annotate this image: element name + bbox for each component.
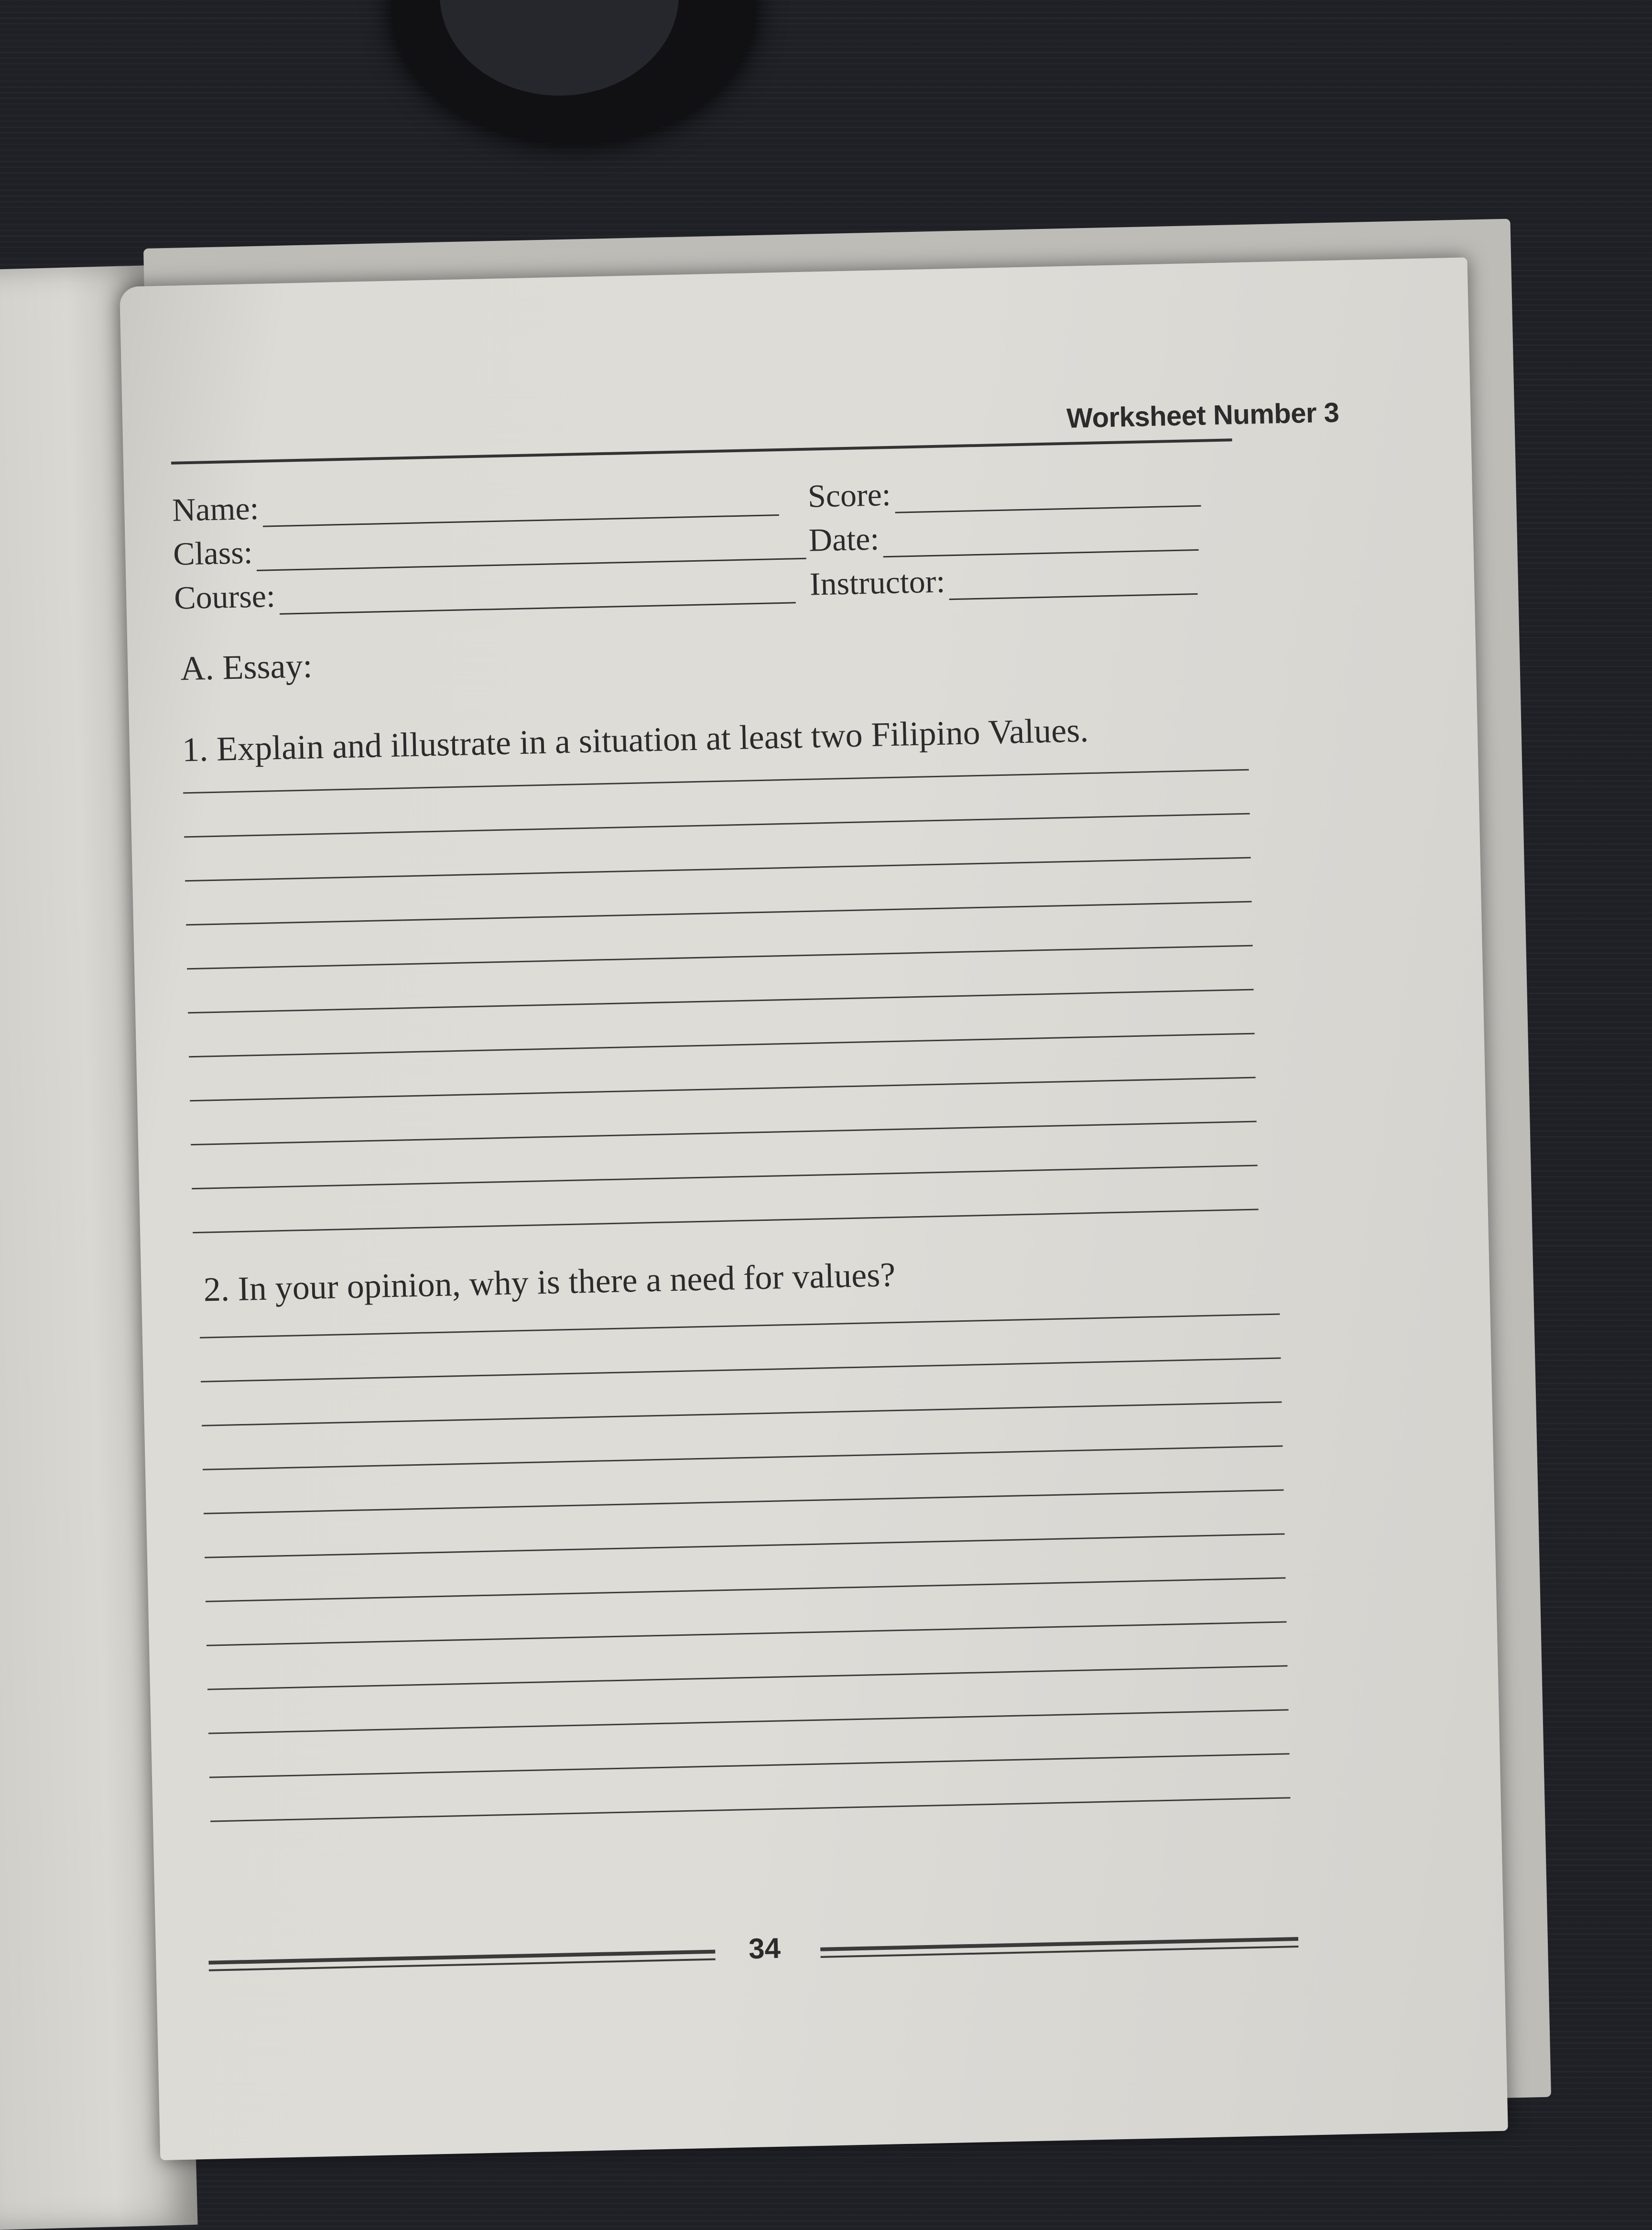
answer-line[interactable] xyxy=(184,813,1250,838)
score-field[interactable] xyxy=(807,469,1201,515)
answer-line[interactable] xyxy=(188,989,1254,1014)
class-label: Class: xyxy=(173,534,253,572)
date-line[interactable] xyxy=(883,522,1199,557)
answer-line[interactable] xyxy=(204,1489,1284,1514)
section-heading: A. Essay: xyxy=(180,646,313,688)
answer-line[interactable] xyxy=(187,945,1253,970)
answer-line[interactable] xyxy=(210,1797,1291,1822)
question-2: 2. In your opinion, why is there a need for values? xyxy=(203,1255,896,1309)
footer-ornament-right xyxy=(820,1937,1298,1962)
class-line[interactable] xyxy=(256,530,806,571)
course-label: Course: xyxy=(174,577,276,616)
answer-line[interactable] xyxy=(200,1314,1280,1338)
date-label: Date: xyxy=(808,520,880,558)
name-field[interactable] xyxy=(172,478,779,529)
answer-line[interactable] xyxy=(193,1208,1259,1233)
answer-line[interactable] xyxy=(202,1402,1282,1426)
course-line[interactable] xyxy=(279,574,795,615)
instructor-label: Instructor: xyxy=(809,563,946,602)
name-label: Name: xyxy=(172,490,260,528)
answer-line[interactable] xyxy=(201,1358,1281,1382)
answer-line[interactable] xyxy=(189,1033,1255,1058)
title-rule xyxy=(171,438,1232,464)
answer-line[interactable] xyxy=(206,1577,1286,1602)
course-field[interactable] xyxy=(174,566,795,617)
instructor-line[interactable] xyxy=(949,566,1198,600)
answer-line[interactable] xyxy=(192,1165,1258,1190)
instructor-field[interactable] xyxy=(809,557,1198,603)
page-number: 34 xyxy=(748,1932,781,1965)
answer-line[interactable] xyxy=(186,901,1252,926)
answer-line[interactable] xyxy=(183,769,1249,794)
answer-line[interactable] xyxy=(205,1533,1285,1558)
name-line[interactable] xyxy=(262,487,779,527)
class-field[interactable] xyxy=(173,522,806,573)
answer-line[interactable] xyxy=(206,1621,1287,1646)
answer-line[interactable] xyxy=(209,1753,1290,1778)
answer-line[interactable] xyxy=(185,857,1251,882)
score-label: Score: xyxy=(807,476,891,514)
question-1: 1. Explain and illustrate in a situation at least two Filipino Values. xyxy=(182,711,1089,769)
worksheet-page xyxy=(120,257,1508,2160)
score-line[interactable] xyxy=(894,478,1201,513)
answer-line[interactable] xyxy=(207,1665,1288,1690)
answer-line[interactable] xyxy=(191,1121,1257,1146)
date-field[interactable] xyxy=(808,513,1199,559)
answer-line[interactable] xyxy=(208,1709,1289,1734)
worksheet-title: Worksheet Number 3 xyxy=(1066,397,1340,434)
answer-line[interactable] xyxy=(203,1445,1283,1470)
answer-line[interactable] xyxy=(190,1077,1256,1102)
footer-ornament-left xyxy=(208,1950,715,1975)
